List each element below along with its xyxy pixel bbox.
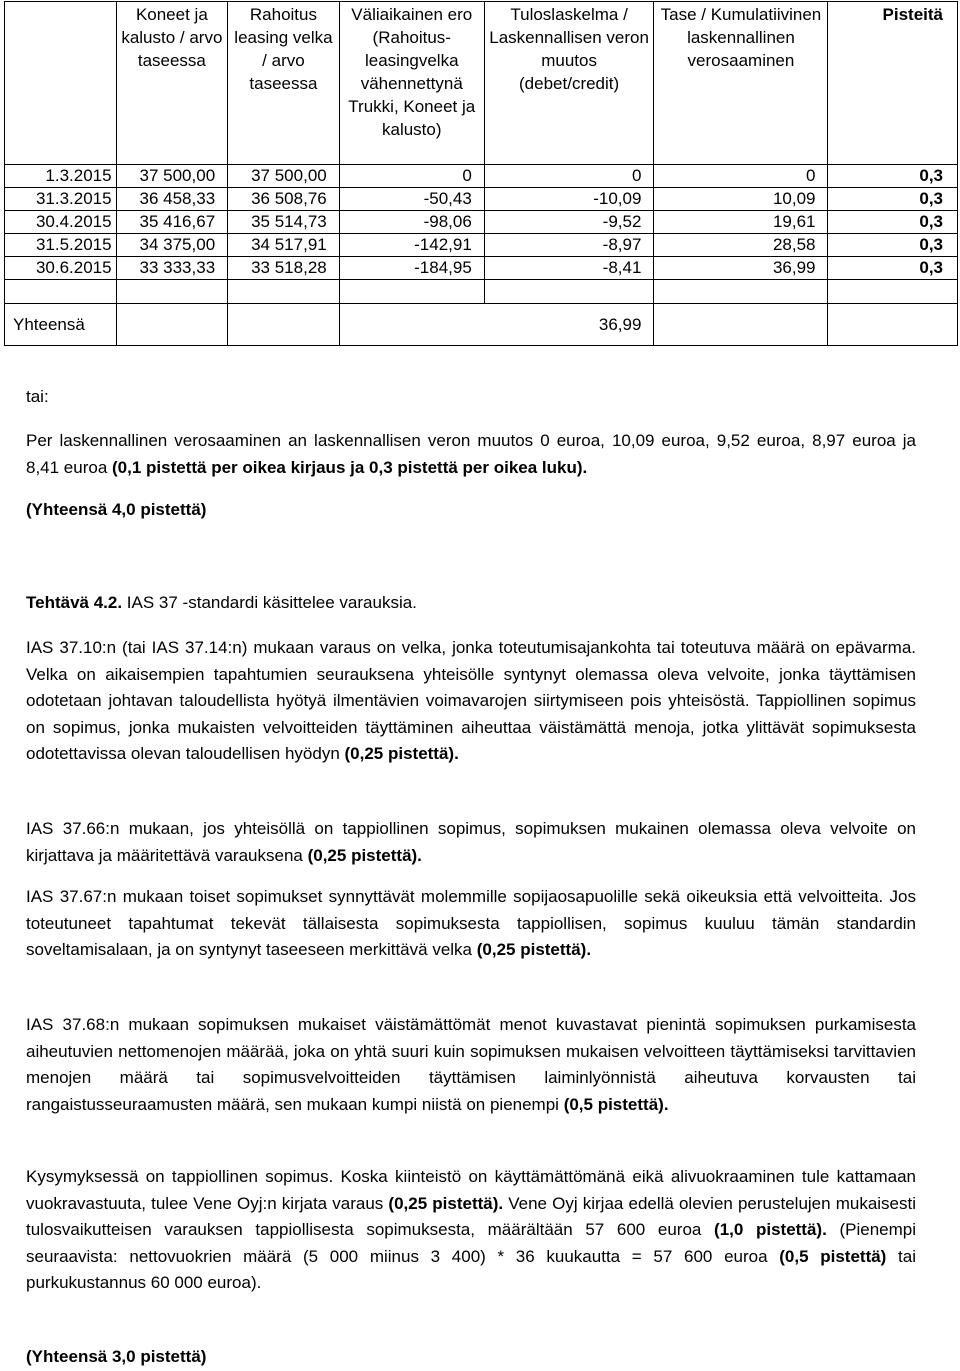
cell-tax-asset: 10,09 (654, 188, 828, 211)
cell-tax-asset: 0 (654, 165, 828, 188)
total-points-2: (Yhteensä 3,0 pistettä) (26, 1347, 207, 1366)
table-row (5, 165, 958, 188)
table-row (5, 188, 958, 211)
header-equipment: Koneet ja kalusto / arvo taseessa (116, 2, 228, 165)
table-row (5, 234, 958, 257)
header-balance-sheet: Tase / Kumulatiivinen laskennallinen verosaaminen (654, 2, 828, 165)
table-row (5, 257, 958, 280)
tai-label: tai: (26, 387, 49, 406)
cell-difference: 0 (339, 165, 484, 188)
cell-date: 30.4.2015 (5, 211, 117, 234)
table-row (5, 211, 958, 234)
cell-difference: -50,43 (339, 188, 484, 211)
total-label: Yhteensä (5, 304, 117, 346)
paragraph-ias-37-66: IAS 37.66:n mukaan, jos yhteisöllä on tappiollinen sopimus, sopimuksen mukainen olemassa oleva velvoite on kirjattava ja määritettävä varauksena (0,25 pistettä). (26, 819, 916, 865)
header-points: Pisteitä (828, 2, 958, 165)
points-note: (0,25 pistettä). (388, 1193, 504, 1213)
cell-date: 31.3.2015 (5, 188, 117, 211)
paragraph-conclusion: Kysymyksessä on tappiollinen sopimus. Koska kiinteistö on käyttämättömänä eikä alivuokraaminen tule kattamaan vuokravastuuta, tulee Vene Oyj:n kirjata varaus (0,25 pistettä). Vene Oyj kirjaa edellä olevien perustelujen mukaisesti tulosvaikutteisen varauksen tappiollisesta sopimuksesta, määrältään 57 600 euroa (1,0 pistettä). (Pienempi seuraavista: nettovuokrien määrä (5 000 miinus 3 400) * 36 kuukautta = 57 600 euroa (0,5 pistettä) tai purkukustannus 60 000 euroa). (26, 1167, 917, 1292)
cell-tax-change: 0 (484, 165, 654, 188)
cell-equipment: 36 458,33 (116, 188, 228, 211)
table-header-row (5, 2, 958, 165)
cell-points: 0,3 (828, 211, 958, 234)
cell-tax-asset: 36,99 (654, 257, 828, 280)
cell-equipment: 35 416,67 (116, 211, 228, 234)
cell-date: 1.3.2015 (5, 165, 117, 188)
table-total-row (5, 304, 958, 346)
cell-lease: 34 517,91 (228, 234, 340, 257)
cell-tax-asset: 28,58 (654, 234, 828, 257)
points-note: (1,0 pistettä). (714, 1220, 827, 1239)
paragraph-ias-37-67: IAS 37.67:n mukaan toiset sopimukset synnyttävät molemmille sopijaosapuolille sekä oikeuksia että velvoitteita. Jos toteutuneet tapahtumat tekevät tällaisesta sopimuksesta tappiollisen, sopimus kuuluu tämän standardin soveltamisalaan, ja on syntynyt taseeseen merkittävä velka (0,25 pistettä). (26, 887, 916, 959)
paragraph-tax-asset: Per laskennallinen verosaaminen an laskennallisen veron muutos 0 euroa, 10,09 euroa, 9,52 euroa, 8,97 euroa ja 8,41 euroa (0,1 pistettä per oikea kirjaus ja 0,3 pistettä per oikea luku). (26, 431, 916, 477)
cell-points: 0,3 (828, 165, 958, 188)
cell-points: 0,3 (828, 188, 958, 211)
points-note: (0,25 pistettä). (476, 940, 592, 959)
header-income-statement: Tuloslaskelma / Laskennallisen veron muutos (debet/credit) (484, 2, 654, 165)
header-date (5, 2, 117, 165)
cell-equipment: 34 375,00 (116, 234, 228, 257)
total-points-1: (Yhteensä 4,0 pistettä) (26, 500, 207, 519)
table-spacer-row (5, 280, 958, 304)
cell-tax-change: -10,09 (484, 188, 654, 211)
cell-equipment: 33 333,33 (116, 257, 228, 280)
cell-equipment: 37 500,00 (116, 165, 228, 188)
total-value: 36,99 (339, 304, 654, 346)
header-temporary-difference: Väliaikainen ero (Rahoitus-leasingvelka vähennettynä Trukki, Koneet ja kalusto) (339, 2, 484, 165)
header-lease-liability: Rahoitus leasing velka / arvo taseessa (228, 2, 340, 165)
cell-difference: -98,06 (339, 211, 484, 234)
points-note: (0,25 pistettä). (344, 744, 459, 763)
points-note: (0,1 pistettä per oikea kirjaus ja 0,3 pistettä per oikea luku). (112, 457, 588, 477)
cell-points: 0,3 (828, 257, 958, 280)
cell-difference: -184,95 (339, 257, 484, 280)
cell-tax-change: -9,52 (484, 211, 654, 234)
deferred-tax-table (4, 1, 958, 346)
cell-points: 0,3 (828, 234, 958, 257)
cell-tax-change: -8,97 (484, 234, 654, 257)
cell-lease: 36 508,76 (228, 188, 340, 211)
cell-lease: 35 514,73 (228, 211, 340, 234)
cell-lease: 37 500,00 (228, 165, 340, 188)
cell-lease: 33 518,28 (228, 257, 340, 280)
cell-tax-change: -8,41 (484, 257, 654, 280)
paragraph-ias-37-10: IAS 37.10:n (tai IAS 37.14:n) mukaan varaus on velka, jonka toteutumisajankohta tai toteutuva määrä on epävarma. Velka on aikaisempien tapahtumien seurauksena yhteisölle syntynyt olemassa oleva velvoite, jonka täyttämisen odotetaan johtavan taloudellista hyötyä ilmentävien voimavarojen siirtymiseen pois yhteisöstä. Tappiollinen sopimus on sopimus, jonka mukaisten velvoitteiden täyttäminen aiheuttaa väistämättä menoja, jotka ylittävät sopimuksesta odotettavissa olevan taloudellisen hyödyn (0,25 pistettä). (26, 638, 916, 763)
cell-difference: -142,91 (339, 234, 484, 257)
cell-tax-asset: 19,61 (654, 211, 828, 234)
points-note: (0,5 pistettä). (563, 1094, 669, 1114)
points-note: (0,5 pistettä) (779, 1246, 887, 1266)
points-note: (0,25 pistettä). (307, 845, 422, 865)
cell-date: 31.5.2015 (5, 234, 117, 257)
paragraph-ias-37-68: IAS 37.68:n mukaan sopimuksen mukaiset väistämättömät menot kuvastavat pienintä sopimuksen purkamisesta aiheutuvien nettomenojen määrää, joka on yhtä suuri kuin sopimuksen mukaisen velvoitteen täyttämiseksi tarvittavien menojen määrä tai sopimusvelvoitteiden täyttämisen laiminlyönnistä aiheutuva korvausten tai rangaistusseuraamusten määrä, sen mukaan kumpi niistä on pienempi (0,5 pistettä). (26, 1015, 916, 1114)
cell-date: 30.6.2015 (5, 257, 117, 280)
task-heading: Tehtävä 4.2. IAS 37 -standardi käsittelee varauksia. (26, 593, 417, 612)
